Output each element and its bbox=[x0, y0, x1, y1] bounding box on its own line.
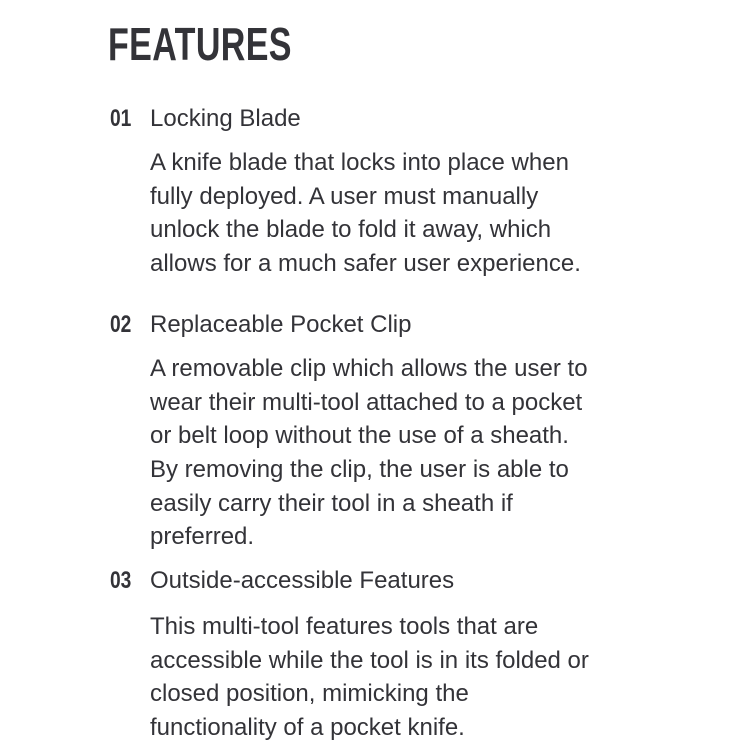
description-line: fully deployed. A user must manually bbox=[150, 182, 539, 210]
description-line: easily carry their tool in a sheath if bbox=[150, 489, 513, 517]
feature-description bbox=[150, 146, 581, 281]
description-line: accessible while the tool is in its folded or bbox=[150, 646, 589, 674]
description-line: wear their multi-tool attached to a pocket bbox=[150, 388, 583, 416]
description-line: unlock the blade to fold it away, which bbox=[150, 216, 552, 244]
description-line: closed position, mimicking the bbox=[150, 680, 469, 708]
feature-heading: Outside-accessible Features bbox=[150, 567, 455, 594]
description-line: A removable clip which allows the user to bbox=[150, 355, 588, 382]
feature-heading: Replaceable Pocket Clip bbox=[150, 311, 412, 338]
feature-number: 03 bbox=[110, 567, 132, 594]
feature-number: 01 bbox=[110, 105, 132, 132]
description-line: preferred. bbox=[150, 523, 255, 551]
description-line: A knife blade that locks into place when bbox=[150, 149, 569, 176]
description-line: allows for a much safer user experience. bbox=[150, 250, 581, 278]
feature-number: 02 bbox=[110, 311, 132, 338]
description-line: This multi-tool features tools that are bbox=[150, 613, 539, 640]
page-title: FEATURES bbox=[108, 18, 292, 70]
description-line: By removing the clip, the user is able to bbox=[150, 456, 569, 484]
feature-heading: Locking Blade bbox=[150, 105, 301, 132]
feature-description bbox=[150, 610, 589, 745]
description-line: functionality of a pocket knife. bbox=[150, 714, 465, 742]
description-line: or belt loop without the use of a sheath. bbox=[150, 422, 569, 450]
feature-description bbox=[150, 352, 588, 554]
